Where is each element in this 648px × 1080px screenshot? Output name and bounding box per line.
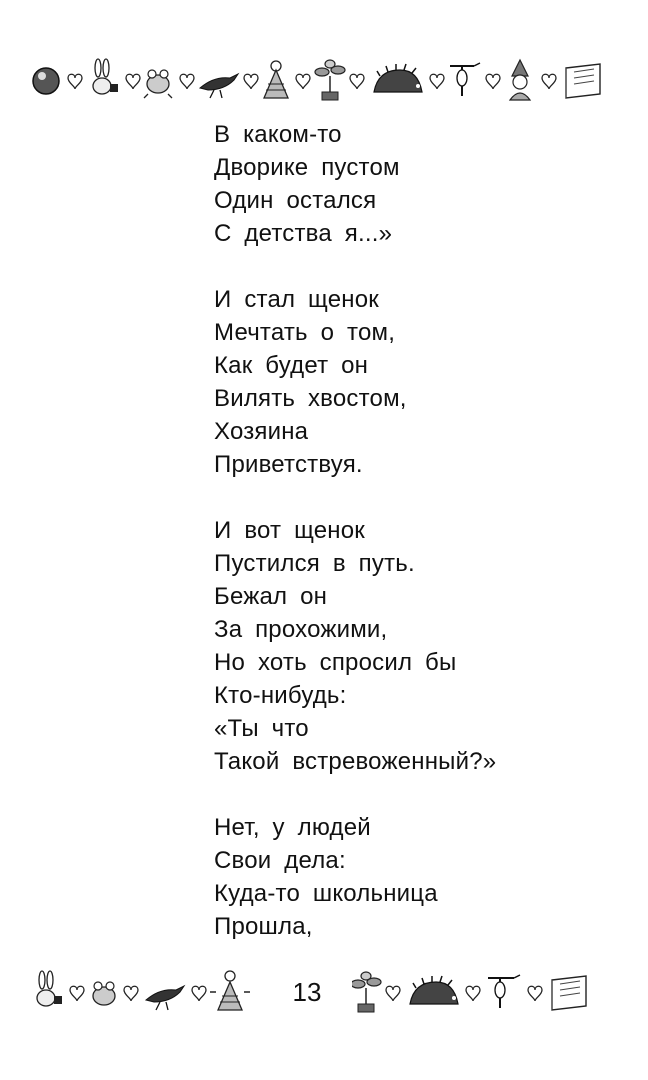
top-border-art xyxy=(30,54,620,106)
heart-icon xyxy=(126,74,140,89)
rabbit-icon xyxy=(37,971,62,1006)
poem-line: И вот щенок xyxy=(214,517,366,544)
poem-line: Но хоть спросил бы xyxy=(214,649,457,676)
poem-line: Хозяина xyxy=(214,418,309,445)
page-number: 13 xyxy=(292,977,322,1007)
poem-line: Как будет он xyxy=(214,352,369,379)
heart-icon xyxy=(68,74,82,89)
gnome-icon xyxy=(510,60,530,100)
poem-line: Дворике пустом xyxy=(214,154,400,181)
heart-icon xyxy=(430,74,444,89)
bird-icon xyxy=(200,74,238,98)
stanza-2 xyxy=(214,283,614,481)
heart-icon xyxy=(350,74,364,89)
heart-icon xyxy=(542,74,556,89)
poem-line: Свои дела: xyxy=(214,847,346,874)
heart-icon xyxy=(70,986,84,1001)
stork-icon xyxy=(450,63,480,96)
poem-line: Вилять хвостом, xyxy=(214,385,407,412)
poem-line: За прохожими, xyxy=(214,616,388,643)
poem-line: Один остался xyxy=(214,187,377,214)
heart-icon xyxy=(192,986,206,1001)
poem-line: Мечтать о том, xyxy=(214,319,396,346)
poem-line: «Ты что xyxy=(214,715,309,742)
bottom-right-border-art xyxy=(352,962,592,1018)
stork-icon xyxy=(488,975,520,1008)
heart-icon xyxy=(386,986,400,1001)
heart-icon xyxy=(528,986,542,1001)
heart-icon xyxy=(180,74,194,89)
plant-icon xyxy=(315,60,345,100)
heart-icon xyxy=(124,986,138,1001)
rabbit-icon xyxy=(93,59,118,94)
poem-line: Приветствуя. xyxy=(214,451,363,478)
bottom-right-decorative-border xyxy=(352,962,592,1018)
poem-line: Прошла, xyxy=(214,913,313,940)
book-icon xyxy=(566,64,600,98)
hedgehog-icon xyxy=(410,976,458,1004)
top-decorative-border xyxy=(30,54,620,106)
bottom-left-border-art xyxy=(30,962,270,1018)
stanza-3 xyxy=(214,514,614,778)
poem-line: С детства я...» xyxy=(214,220,393,247)
stanza-4 xyxy=(214,811,614,943)
heart-icon xyxy=(466,986,480,1001)
heart-icon xyxy=(296,74,310,89)
bird-icon xyxy=(146,986,184,1010)
poem-line: Кто-нибудь: xyxy=(214,682,347,709)
poem-line: Нет, у людей xyxy=(214,814,371,841)
ball-icon xyxy=(33,68,59,94)
poem-line: В каком-то xyxy=(214,121,342,148)
poem-line: И стал щенок xyxy=(214,286,379,313)
heart-icon xyxy=(244,74,258,89)
frog-icon xyxy=(93,982,115,1005)
hedgehog-icon xyxy=(374,64,422,92)
poem-line: Пустился в путь. xyxy=(214,550,415,577)
heart-icon xyxy=(486,74,500,89)
plant-icon xyxy=(352,972,381,1012)
doll-icon xyxy=(210,971,250,1010)
poem-line: Такой встревоженный?» xyxy=(214,748,497,775)
doll-icon xyxy=(264,61,288,98)
bottom-left-decorative-border xyxy=(30,962,270,1018)
poem-body xyxy=(214,118,614,976)
poem-line: Бежал он xyxy=(214,583,328,610)
stanza-1 xyxy=(214,118,614,250)
book-icon xyxy=(552,976,586,1010)
frog-icon xyxy=(144,70,172,98)
poem-line: Куда-то школьница xyxy=(214,880,438,907)
